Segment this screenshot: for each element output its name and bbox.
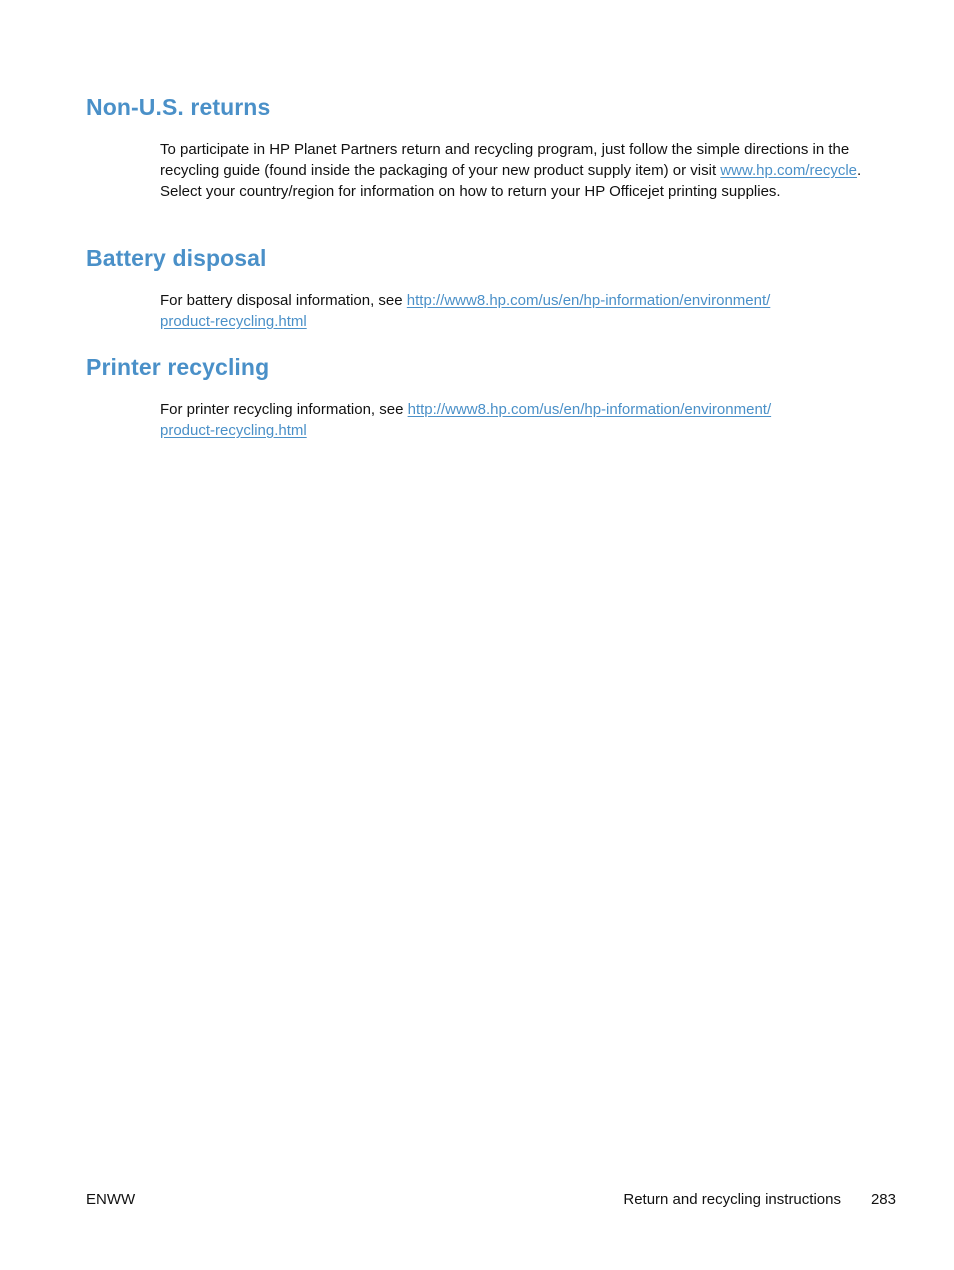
footer-section-title: Return and recycling instructions bbox=[623, 1191, 841, 1208]
printer-recycling-paragraph bbox=[160, 399, 865, 441]
footer-enww: ENWW bbox=[86, 1191, 136, 1208]
printer-recycling-link-line2: product-recycling.html bbox=[160, 422, 307, 439]
non-us-returns-text: To participate in HP Planet Partners return and recycling program, just follow the simple directions in the recycling guide (found inside the packaging of your new product supply item) or visit bbox=[160, 141, 850, 179]
battery-disposal-paragraph bbox=[160, 290, 865, 332]
battery-disposal-link-line1: http://www8.hp.com/us/en/hp-information/environment/ bbox=[406, 292, 771, 309]
hp-recycle-link[interactable]: www.hp.com/recycle bbox=[720, 162, 858, 179]
non-us-returns-text-after: . Select your country/region for information on how to return your HP Officejet printing supplies. bbox=[160, 162, 862, 200]
battery-disposal-link-line2: product-recycling.html bbox=[160, 313, 307, 330]
non-us-returns-paragraph bbox=[160, 139, 865, 202]
heading-battery-disposal: Battery disposal bbox=[86, 245, 267, 271]
printer-recycling-link-line1: http://www8.hp.com/us/en/hp-information/environment/ bbox=[407, 401, 772, 418]
heading-non-us-returns: Non-U.S. returns bbox=[86, 94, 271, 120]
heading-printer-recycling: Printer recycling bbox=[86, 354, 270, 380]
footer-page-number: 283 bbox=[870, 1191, 896, 1208]
footer-right bbox=[623, 1189, 896, 1210]
printer-recycling-text: For printer recycling information, see bbox=[160, 401, 408, 418]
battery-disposal-text: For battery disposal information, see bbox=[160, 292, 407, 309]
